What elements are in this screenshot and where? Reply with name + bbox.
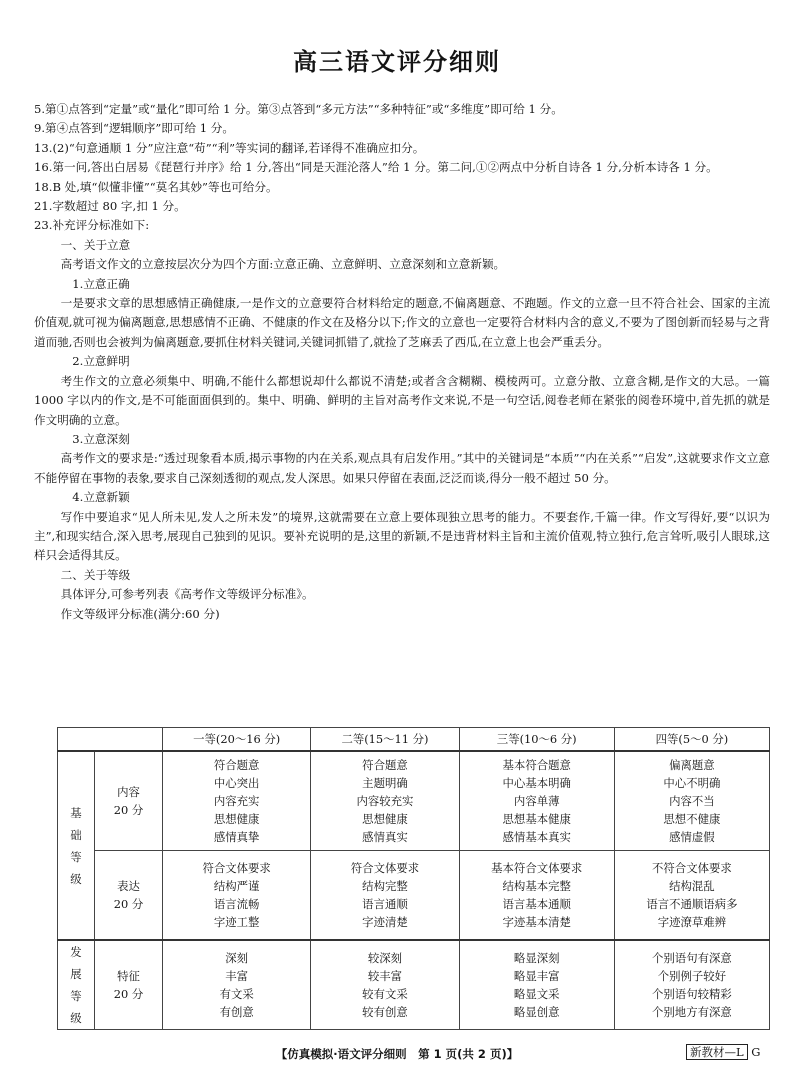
grade-note: 具体评分,可参考列表《高考作文等级评分标准》。 (60, 587, 314, 602)
table-row (58, 850, 770, 940)
grading-table (57, 727, 770, 1030)
table-cell: 基本符合题意 中心基本明确 内容单薄 思想基本健康 感情基本真实 (459, 751, 614, 850)
subheading-clear: 2.立意鲜明 (72, 354, 130, 369)
table-cell: 符合文体要求 结构完整 语言通顺 字迹清楚 (311, 850, 459, 940)
content-body (34, 100, 770, 624)
header-grade-1: 一等(20～16 分) (163, 728, 311, 752)
edition-tag (686, 1044, 760, 1060)
table-cell: 不符合文体要求 结构混乱 语言不通顺语病多 字迹潦草难辨 (614, 850, 769, 940)
item-18: 18.B 处,填“似懂非懂”“莫名其妙”等也可给分。 (34, 179, 278, 194)
section-heading-grade: 二、关于等级 (60, 567, 131, 582)
edition-tag-box: 新教材—L (686, 1044, 748, 1060)
paragraph-correct: 一是要求文章的思想感情正确健康,一是作文的立意要符合材料给定的题意,不偏离题意、不跑题。作文的立意一旦不符合社会、国家的主流价值观,就可视为偏离题意,思想感情不正确、不健康的作文在及格分以下;作文的立意也一定要符合材料内含的意义,不要为了图创新而轻易与之背道而驰,否则也会被判为偏离题意,要抓住材料关键词,关键词抓错了,就捡了芝麻丢了西瓜,在立意上也会严重丢分。 (34, 296, 770, 349)
row-label-content: 内容 20 分 (95, 751, 163, 850)
subheading-correct: 1.立意正确 (72, 276, 130, 291)
edition-tag-letter: G (751, 1045, 761, 1059)
item-5: 5.第①点答到“定量”或“量化”即可给 1 分。第③点答到“多元方法”“多种特征”或“多维度”即可给 1 分。 (34, 102, 563, 116)
item-21: 21.字数超过 80 字,扣 1 分。 (34, 199, 186, 214)
item-13: 13.(2)“句意通顺 1 分”应注意“苟”“利”等实词的翻译,若译得不准确应扣分。 (34, 140, 425, 155)
item-23: 23.补充评分标准如下: (34, 218, 150, 233)
table-cell: 个别语句有深意 个别例子较好 个别语句较精彩 个别地方有深意 (614, 940, 769, 1030)
table-caption: 作文等级评分标准(满分:60 分) (60, 606, 220, 621)
header-grade-3: 三等(10～6 分) (459, 728, 614, 752)
table-cell: 偏离题意 中心不明确 内容不当 思想不健康 感情虚假 (614, 751, 769, 850)
table-row (58, 940, 770, 1030)
item-9: 9.第④点答到“逻辑顺序”即可给 1 分。 (34, 121, 234, 136)
table-header-row (58, 728, 770, 752)
page-footer: 【仿真模拟·语文评分细则 第 1 页(共 2 页)】 (275, 1047, 519, 1061)
table-corner-cell (58, 728, 163, 752)
paragraph-novel: 写作中要追求“见人所未见,发人之所未发”的境界,这就需要在立意上要体现独立思考的能力。不要套作,千篇一律。作文写得好,要“以识为主”,和现实结合,深入思考,展现自己独到的见识。要补充说明的是,这里的新颖,不是违背材料主旨和主流价值观,特立独行,危言耸听,吸引人眼球,这样只会适得其反。 (34, 509, 770, 563)
group-development (58, 940, 95, 1030)
subheading-deep: 3.立意深刻 (72, 431, 130, 446)
table-cell: 符合题意 中心突出 内容充实 思想健康 感情真挚 (163, 751, 311, 850)
header-grade-2: 二等(15～11 分) (311, 728, 459, 752)
page-title: 高三语文评分细则 (293, 48, 501, 76)
group-basic (58, 751, 95, 940)
group-development-label: 发展等级 (70, 945, 82, 1025)
table-cell: 符合题意 主题明确 内容较充实 思想健康 感情真实 (311, 751, 459, 850)
subheading-novel: 4.立意新颖 (72, 490, 130, 505)
section-heading-intent: 一、关于立意 (60, 237, 131, 252)
section-intro: 高考语文作文的立意按层次分为四个方面:立意正确、立意鲜明、立意深刻和立意新颖。 (60, 257, 506, 272)
table-cell: 基本符合文体要求 结构基本完整 语言基本通顺 字迹基本清楚 (459, 850, 614, 940)
row-label-feature: 特征 20 分 (95, 940, 163, 1030)
paragraph-deep: 高考作文的要求是:“透过现象看本质,揭示事物的内在关系,观点具有启发作用。”其中的关键词是“本质”“内在关系”“启发”,这就要求作文立意不能停留在事物的表象,要求自己深刻透彻的观点,发人深思。如果只停留在表面,泛泛而谈,得分一般不超过 50 分。 (34, 451, 770, 485)
table-cell: 略显深刻 略显丰富 略显文采 略显创意 (459, 940, 614, 1030)
table-cell: 深刻 丰富 有文采 有创意 (163, 940, 311, 1030)
item-16: 16.第一问,答出白居易《琵琶行并序》给 1 分,答出“同是天涯沦落人”给 1 分。第二问,①②两点中分析自诗各 1 分,分析本诗各 1 分。 (34, 160, 718, 175)
table-cell: 符合文体要求 结构严谨 语言流畅 字迹工整 (163, 850, 311, 940)
header-grade-4: 四等(5～0 分) (614, 728, 769, 752)
row-label-expression: 表达 20 分 (95, 850, 163, 940)
table-cell: 较深刻 较丰富 较有文采 较有创意 (311, 940, 459, 1030)
group-basic-label: 基础等级 (70, 805, 82, 886)
paragraph-clear: 考生作文的立意必须集中、明确,不能什么都想说却什么都说不清楚;或者含含糊糊、模棱两可。立意分散、立意含糊,是作文的大忌。一篇 1000 字以内的作文,是不可能面面俱到的。集中、明确、鲜明的主旨对高考作文来说,不是一句空话,阅卷老师在紧张的阅卷环境中,首先抓的就是作文明确的立意。 (34, 373, 770, 427)
table-row (58, 751, 770, 850)
